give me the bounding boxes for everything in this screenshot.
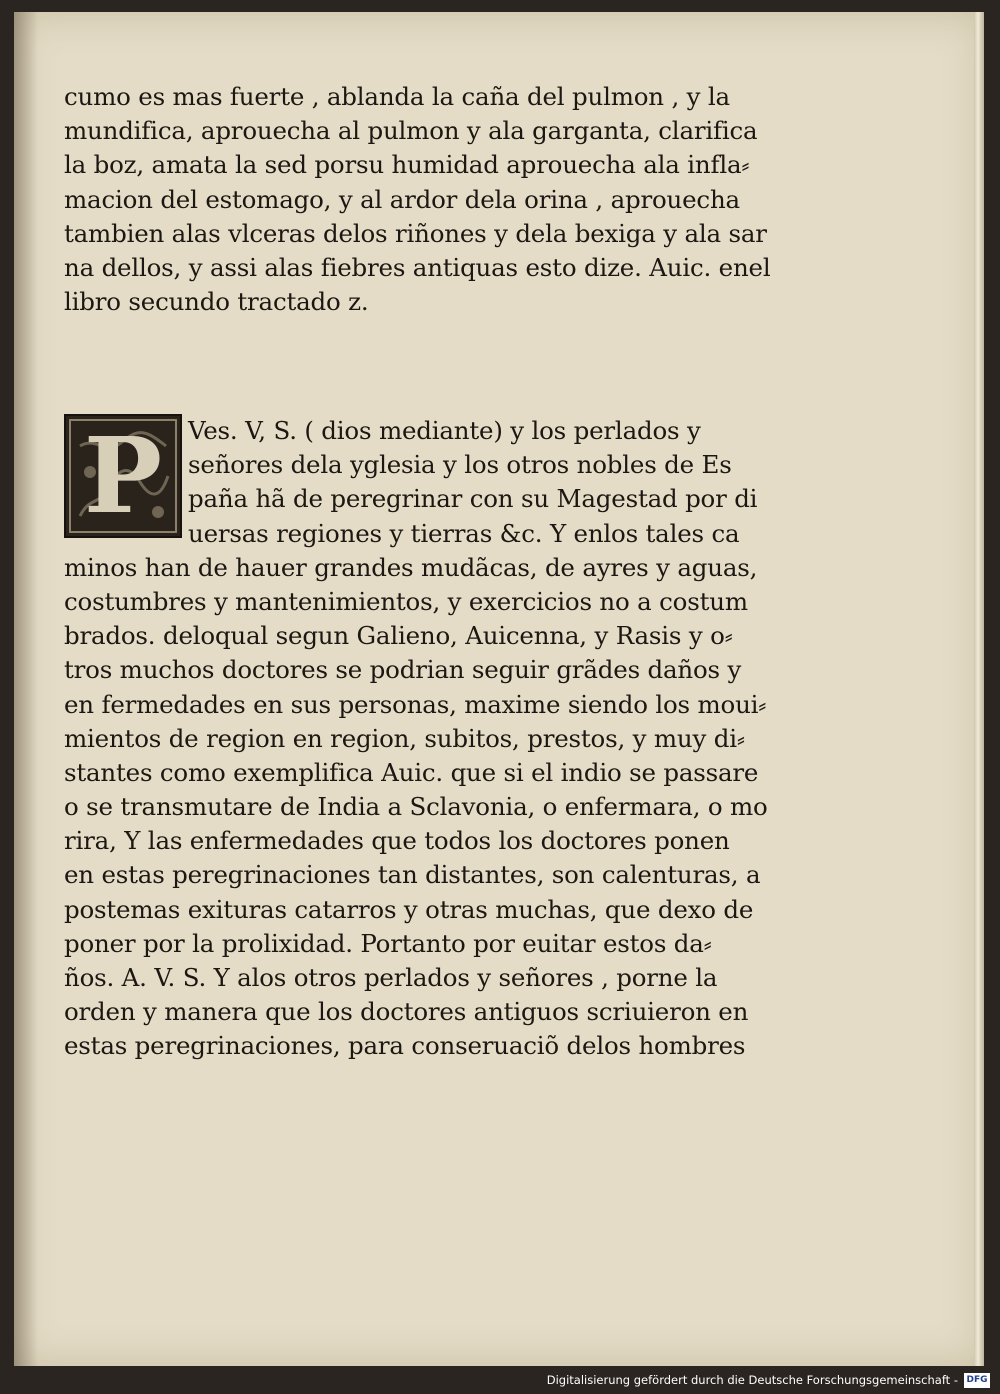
text-line: rira, Y las enfermedades que todos los doctores ponen (64, 826, 730, 856)
dfg-logo-icon: DFG (964, 1373, 990, 1388)
text-line: cumo es mas fuerte , ablanda la caña del pulmon , y la (64, 82, 730, 111)
text-line: en fermedades en sus personas, maxime siendo los moui⸗ (64, 689, 767, 719)
text-line: señores dela yglesia y los otros nobles de Es (188, 450, 732, 480)
text-line: macion del estomago, y al ardor dela orina , aprouecha (64, 184, 740, 214)
text-line: Ves. V, S. ( dios mediante) y los perlados y (188, 416, 701, 445)
text-line: poner por la prolixidad. Portanto por euitar estos da⸗ (64, 928, 712, 958)
text-line: postemas exituras catarros y otras muchas, que dexo de (64, 894, 754, 924)
text-line: uersas regiones y tierras &c. Y enlos tales ca (188, 518, 740, 548)
paragraph-1 (64, 80, 784, 319)
text-line: paña hã de peregrinar con su Magestad por di (188, 484, 758, 514)
footer-bar (0, 1370, 1000, 1394)
text-line: o se transmutare de India a Sclavonia, o enfermara, o mo (64, 792, 768, 822)
indented-lines (64, 414, 784, 551)
text-line: en estas peregrinaciones tan distantes, son calenturas, a (64, 860, 761, 890)
page-edge (974, 12, 984, 1366)
text-line: mientos de region en region, subitos, prestos, y muy di⸗ (64, 723, 745, 753)
text-line: tambien alas vlceras delos riñones y dela bexiga y ala sar (64, 218, 767, 248)
text-line: orden y manera que los doctores antiguos scriuieron en (64, 997, 749, 1027)
text-line: mundifica, aprouecha al pulmon y ala garganta, clarifica (64, 116, 758, 146)
text-line: estas peregrinaciones, para conseruaciõ delos hombres (64, 1031, 746, 1061)
text-line: tros muchos doctores se podrian seguir grãdes daños y (64, 655, 742, 685)
text-line: la boz, amata la sed porsu humidad aprouecha ala infla⸗ (64, 150, 750, 180)
drop-cap-letter: P (83, 414, 163, 537)
text-line: costumbres y mantenimientos, y exercicios no a costum (64, 586, 748, 616)
text-line: na dellos, y assi alas fiebres antiquas esto dize. Auic. enel (64, 252, 771, 282)
text-line: stantes como exemplifica Auic. que si el indio se passare (64, 757, 759, 787)
text-line: ños. A. V. S. Y alos otros perlados y señores , porne la (64, 963, 718, 992)
text-line: brados. deloqual segun Galieno, Auicenna, y Rasis y o⸗ (64, 621, 733, 651)
text-line: libro secundo tractado z. (64, 287, 369, 317)
page-gutter-shadow (14, 12, 38, 1366)
text-line: minos han de hauer grandes mudãcas, de ayres y aguas, (64, 552, 758, 582)
footer-credit: Digitalisierung gefördert durch die Deutsche Forschungsgemeinschaft - (546, 1373, 958, 1387)
paragraph-2 (64, 414, 784, 1064)
